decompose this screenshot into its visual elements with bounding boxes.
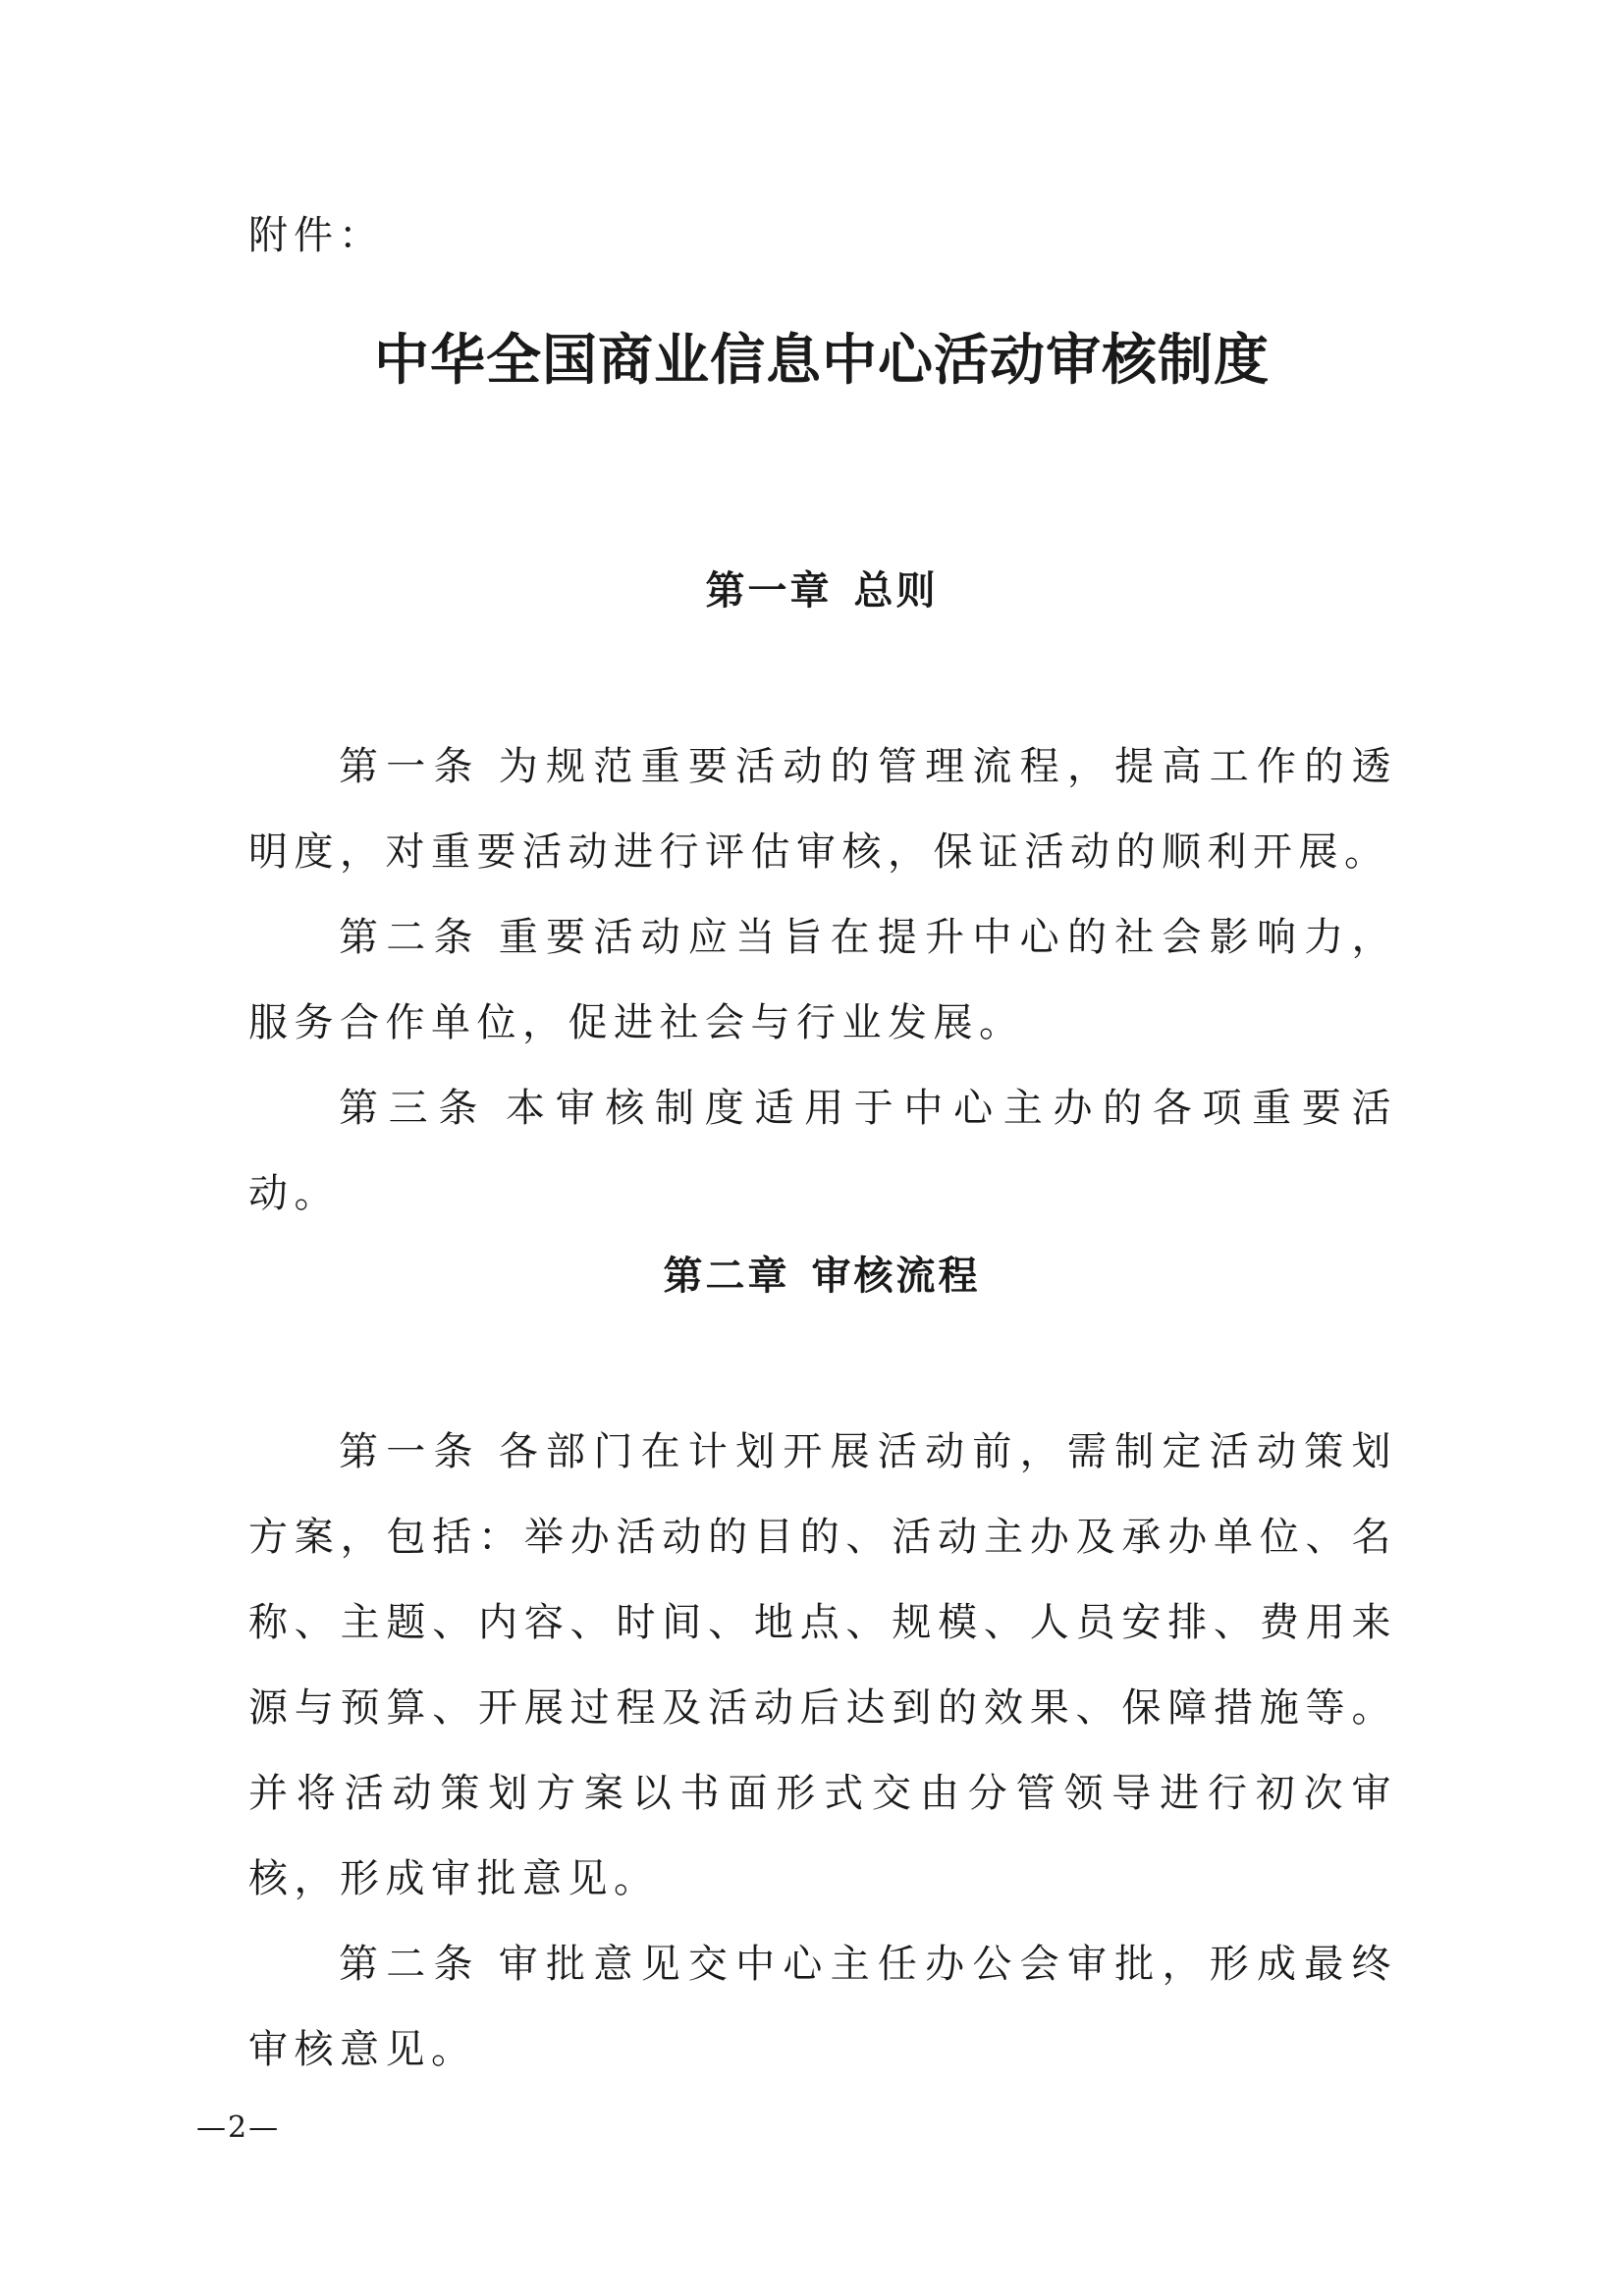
page-number: —2— xyxy=(196,2110,281,2145)
article-text: 为规范重要活动的管理流程，提高工作的透明度，对重要活动进行评估审核，保证活动的顺利开展。 xyxy=(248,744,1398,875)
article-paragraph xyxy=(248,1410,1397,1922)
article-paragraph xyxy=(248,724,1397,895)
article-number: 第一条 xyxy=(339,744,481,789)
document-title: 中华全国商业信息中心活动审核制度 xyxy=(374,329,1270,393)
article-paragraph xyxy=(248,895,1397,1066)
article-text: 审批意见交中心主任办公会审批，形成最终审核意见。 xyxy=(248,1942,1398,2072)
chapter-heading xyxy=(0,1247,1624,1306)
article-paragraph xyxy=(248,1066,1397,1237)
article-number: 第三条 xyxy=(339,1086,489,1131)
article-number: 第一条 xyxy=(339,1429,481,1474)
article-text: 各部门在计划开展活动前，需制定活动策划方案，包括：举办活动的目的、活动主办及承办单位、名称、主题、内容、时间、地点、规模、人员安排、费用来源与预算、开展过程及活动后达到的效果、保障措施等。并将活动策划方案以书面形式交由分管领导进行初次审核，形成审批意见。 xyxy=(248,1429,1398,1901)
chapter-title: 总则 xyxy=(853,568,939,614)
article-number: 第二条 xyxy=(339,915,481,960)
article-paragraph xyxy=(248,1922,1397,2093)
article-number: 第二条 xyxy=(339,1942,481,1987)
chapter-title: 审核流程 xyxy=(811,1254,981,1299)
article-text: 本审核制度适用于中心主办的各项重要活动。 xyxy=(248,1086,1398,1216)
attachment-label: 附件： xyxy=(248,213,384,258)
article-text: 重要活动应当旨在提升中心的社会影响力，服务合作单位，促进社会与行业发展。 xyxy=(248,915,1398,1045)
chapter-number: 第二章 xyxy=(663,1254,790,1299)
chapter-heading xyxy=(0,561,1624,620)
chapter-number: 第一章 xyxy=(705,568,833,614)
